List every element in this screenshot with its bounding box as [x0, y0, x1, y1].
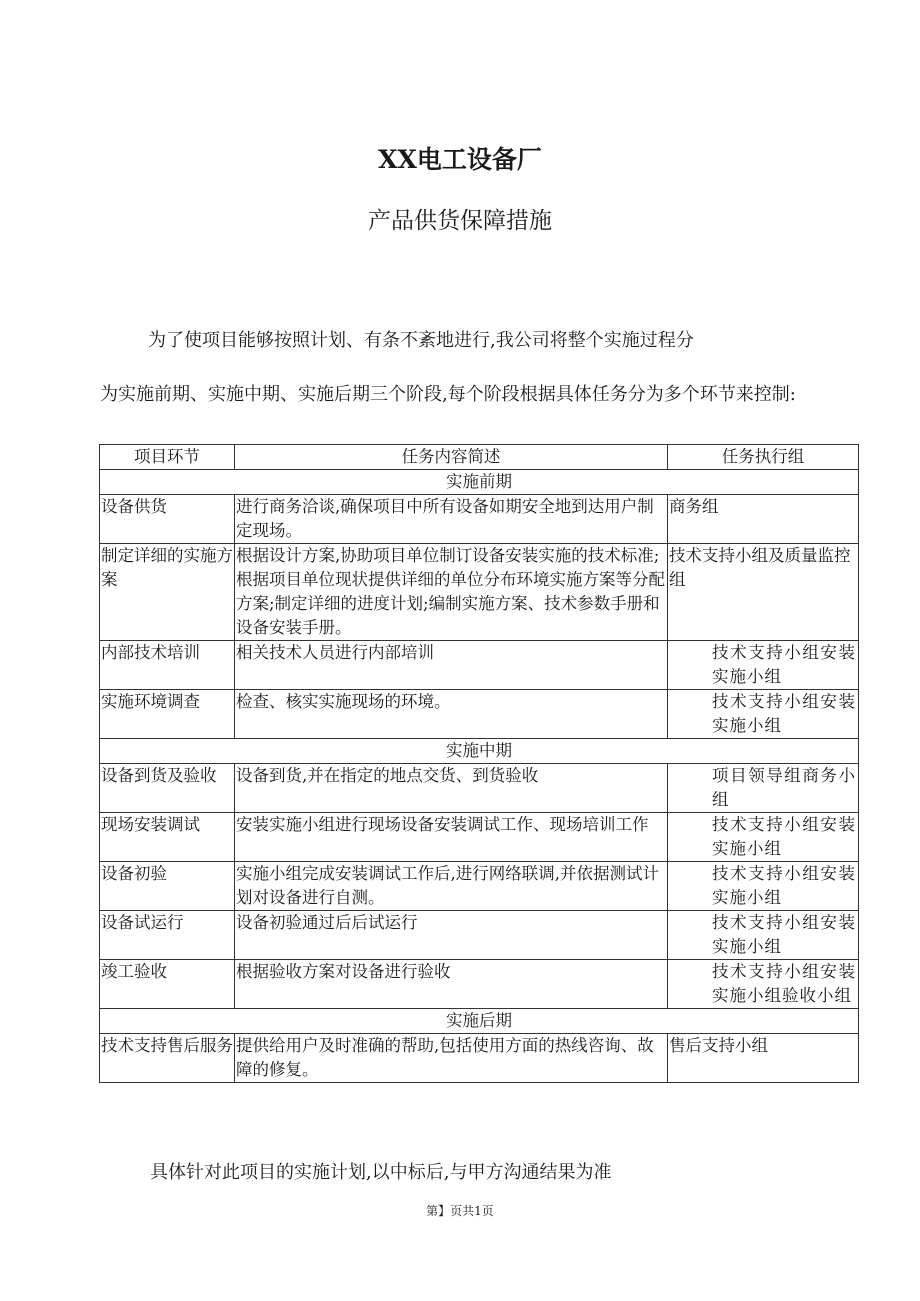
content-text: 提供给用户及时准确的帮助,包括使用方面的热线咨询、故障的修复。 — [236, 1036, 654, 1079]
page-footer: 第】页共1页 — [426, 1204, 494, 1218]
content-text: 根据设计方案,协助项目单位制订设备安装实施的技术标准; — [236, 546, 660, 565]
phase-title: 实施中期 — [100, 739, 859, 764]
group-cell: 项目领导组商务小组 — [668, 764, 859, 813]
stage-cell: 现场安装调试 — [100, 813, 235, 862]
company-title: XX电工设备厂 — [378, 145, 542, 174]
task-table — [99, 444, 859, 1083]
stage-cell: 设备供货 — [100, 495, 235, 544]
group-cell: 售后支持小组 — [668, 1034, 859, 1083]
phase-row — [100, 470, 859, 495]
header-group: 任务执行组 — [668, 445, 859, 470]
phase-title: 实施前期 — [100, 470, 859, 495]
intro-paragraph-line1: 为了使项目能够按照计划、有条不紊地进行,我公司将整个实施过程分 — [148, 330, 694, 351]
stage-cell: 设备初验 — [100, 862, 235, 911]
table-row — [100, 544, 859, 641]
content-cell — [235, 764, 668, 813]
intro-paragraph-line2: 为实施前期、实施中期、实施后期三个阶段,每个阶段根据具体任务分为多个环节来控制: — [100, 384, 796, 405]
table-row — [100, 764, 859, 813]
content-text: 进行商务洽谈,确保项目中所有设备如期安全地到达用户制定现场。 — [236, 497, 654, 540]
group-cell: 技术支持小组及质量监控组 — [668, 544, 859, 641]
table-row — [100, 911, 859, 960]
content-cell — [235, 1034, 668, 1083]
table-row — [100, 862, 859, 911]
content-cell — [235, 862, 668, 911]
stage-cell: 竣工验收 — [100, 960, 235, 1009]
content-cell — [235, 911, 668, 960]
content-cell — [235, 813, 668, 862]
group-cell: 技术支持小组安装实施小组 — [668, 641, 859, 690]
stage-cell: 设备到货及验收 — [100, 764, 235, 813]
table-row — [100, 960, 859, 1009]
group-cell: 技术支持小组安装实施小组 — [668, 813, 859, 862]
header-stage: 项目环节 — [100, 445, 235, 470]
content-text-extra: 根据项目单位现状提供详细的单位分布环境实施方案等分配方案;制定详细的进度计划;编制实施方案、技术参数手册和设备安装手册。 — [236, 570, 665, 637]
stage-cell: 制定详细的实施方案 — [100, 544, 235, 641]
content-cell — [235, 690, 668, 739]
document-subtitle: 产品供货保障措施 — [368, 208, 552, 234]
content-text: 安装实施小组进行现场设备安装调试工作、现场培训工作 — [236, 815, 649, 834]
content-text: 设备到货,并在指定的地点交货、到货验收 — [236, 766, 539, 785]
group-cell: 技术支持小组安装实施小组 — [668, 690, 859, 739]
group-cell: 商务组 — [668, 495, 859, 544]
closing-note: 具体针对此项目的实施计划,以中标后,与甲方沟通结果为准 — [150, 1162, 612, 1183]
content-text: 根据验收方案对设备进行验收 — [236, 962, 451, 981]
table-row — [100, 1034, 859, 1083]
stage-cell: 设备试运行 — [100, 911, 235, 960]
table-row — [100, 495, 859, 544]
table-header-row — [100, 445, 859, 470]
content-cell — [235, 641, 668, 690]
group-cell: 技术支持小组安装实施小组验收小组 — [668, 960, 859, 1009]
content-cell — [235, 544, 668, 641]
stage-cell: 实施环境调查 — [100, 690, 235, 739]
table-row — [100, 690, 859, 739]
phase-title: 实施后期 — [100, 1009, 859, 1034]
content-text: 检查、核实实施现场的环境。 — [236, 692, 451, 711]
content-text: 设备初验通过后后试运行 — [236, 913, 418, 932]
content-text: 实施小组完成安装调试工作后,进行网络联调,并依据测试计划对设备进行自测。 — [236, 864, 659, 907]
table-row — [100, 641, 859, 690]
content-cell — [235, 960, 668, 1009]
phase-row — [100, 739, 859, 764]
phase-row — [100, 1009, 859, 1034]
content-text: 相关技术人员进行内部培训 — [236, 643, 434, 662]
content-cell — [235, 495, 668, 544]
header-content: 任务内容简述 — [235, 445, 668, 470]
stage-cell: 内部技术培训 — [100, 641, 235, 690]
table-row — [100, 813, 859, 862]
group-cell: 技术支持小组安装实施小组 — [668, 862, 859, 911]
stage-cell: 技术支持售后服务 — [100, 1034, 235, 1083]
group-cell: 技术支持小组安装实施小组 — [668, 911, 859, 960]
